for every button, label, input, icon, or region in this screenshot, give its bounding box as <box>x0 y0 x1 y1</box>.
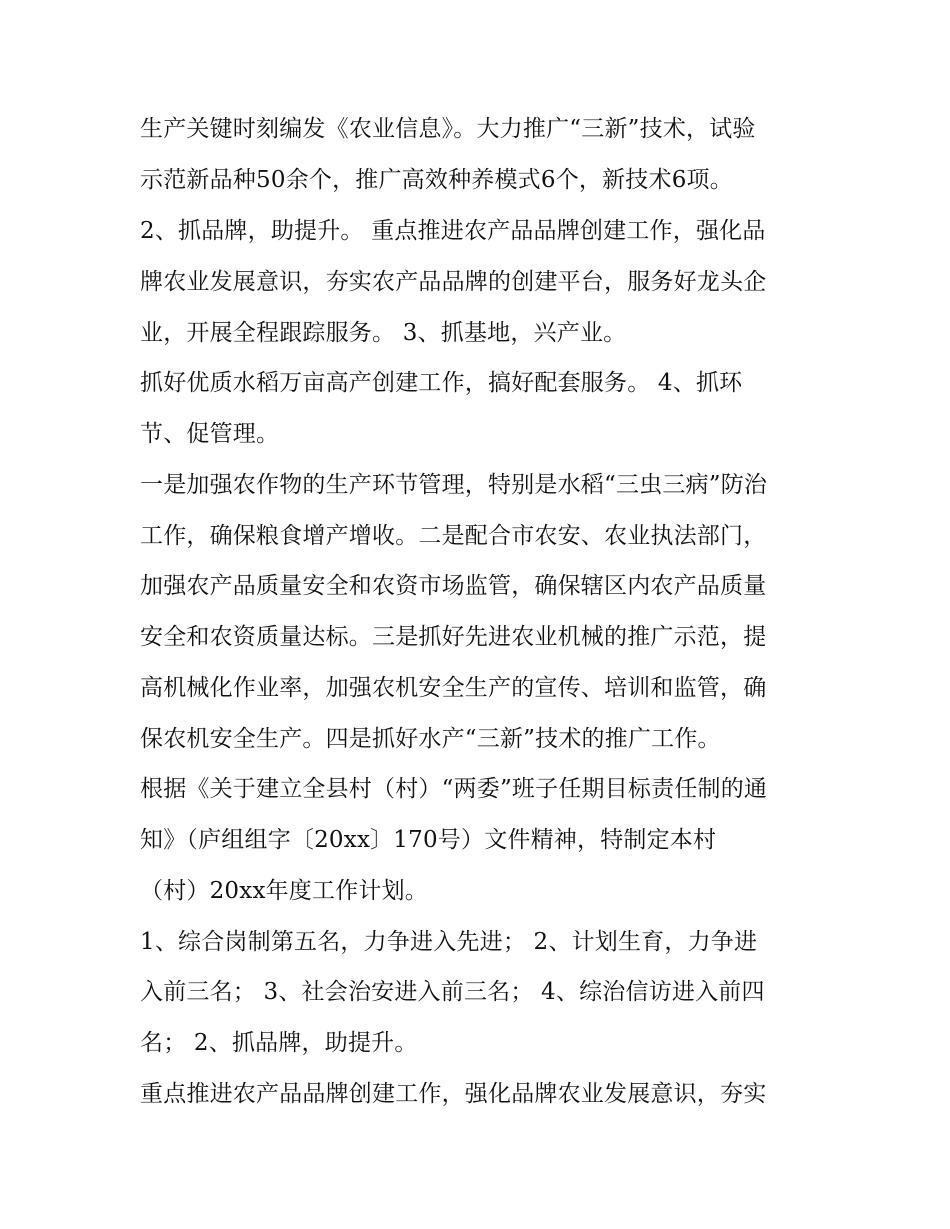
text-line: 2、抓品牌，助提升。 重点推进农产品品牌创建工作，强化品 <box>140 218 766 244</box>
text-line: 知》（庐组组字〔20xx〕170号）文件精神，特制定本村 <box>140 827 717 853</box>
text-line: 工作，确保粮食增产增收。二是配合市农安、农业执法部门， <box>140 523 767 549</box>
text-line: 名； 2、抓品牌，助提升。 <box>140 1030 418 1056</box>
text-line: 根据《关于建立全县村（村）“两委”班子任期目标责任制的通 <box>140 776 768 802</box>
text-line: 示范新品种50余个，推广高效种养模式6个，新技术6项。 <box>140 167 733 193</box>
text-line: 一是加强农作物的生产环节管理，特别是水稻“三虫三病”防治 <box>140 472 768 498</box>
text-line: 牌农业发展意识，夯实农产品品牌的创建平台，服务好龙头企 <box>140 269 767 295</box>
text-line: 加强农产品质量安全和农资市场监管，确保辖区内农产品质量 <box>140 573 767 599</box>
text-line: 业，开展全程跟踪服务。 3、抓基地，兴产业。 <box>140 320 627 346</box>
text-line: 1、综合岗制第五名，力争进入先进； 2、计划生育，力争进 <box>140 929 758 955</box>
text-line: 入前三名； 3、社会治安进入前三名； 4、综治信访进入前四 <box>140 979 765 1005</box>
text-line: 节、促管理。 <box>140 421 280 447</box>
text-line: 重点推进农产品品牌创建工作，强化品牌农业发展意识，夯实 <box>140 1081 767 1107</box>
text-line: 生产关键时刻编发《农业信息》。大力推广“三新”技术，试验 <box>140 116 756 142</box>
text-line: 抓好优质水稻万亩高产创建工作，搞好配套服务。 4、抓环 <box>140 370 743 396</box>
text-line: 保农机安全生产。四是抓好水产“三新”技术的推广工作。 <box>140 726 721 752</box>
text-line: 安全和农资质量达标。三是抓好先进农业机械的推广示范，提 <box>140 624 767 650</box>
text-line: 高机械化作业率，加强农机安全生产的宣传、培训和监管，确 <box>140 675 767 701</box>
text-line: （村）20xx年度工作计划。 <box>140 878 429 904</box>
